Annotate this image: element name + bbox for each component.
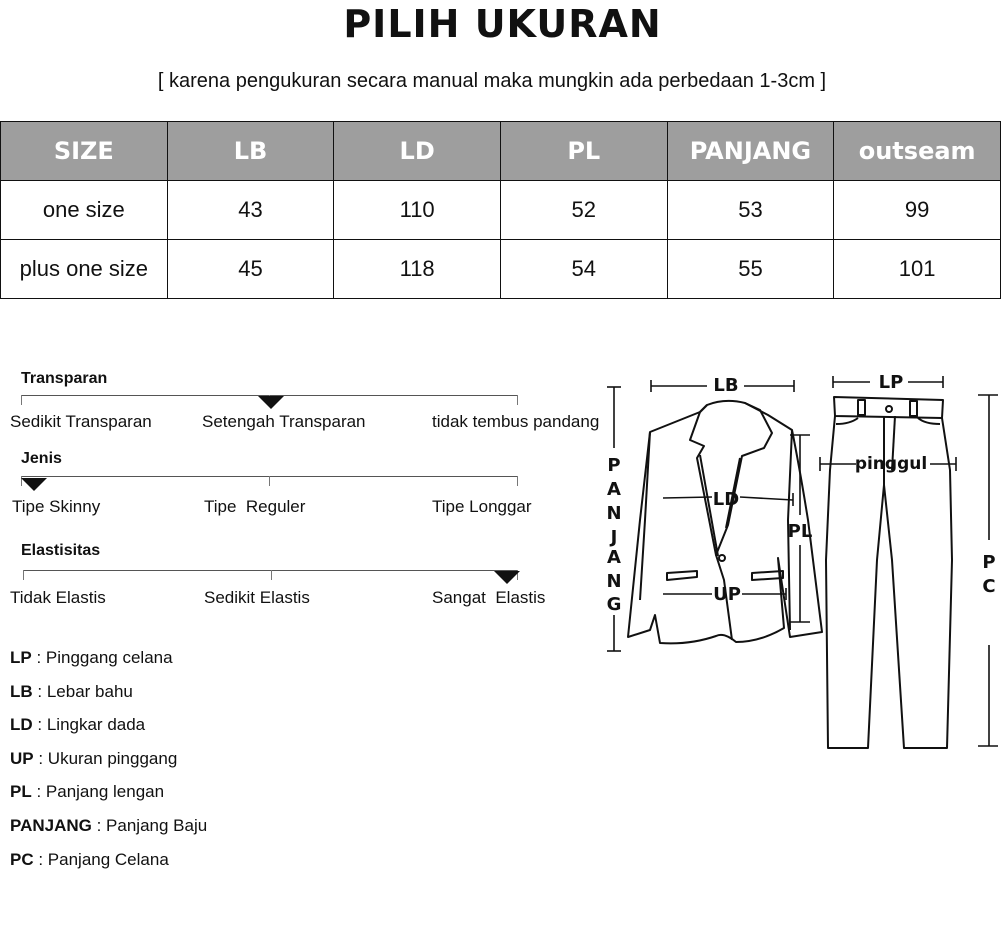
pants-illustration (826, 397, 952, 748)
legend-item (10, 682, 207, 716)
table-cell: plus one size (1, 240, 168, 299)
size-table (0, 121, 1001, 299)
panjang-letter: A (607, 547, 621, 568)
column-header: PL (500, 122, 667, 181)
scale-label: Sangat Elastis (432, 588, 546, 607)
legend-abbr: PANJANG (10, 815, 92, 835)
pl-label: PL (787, 521, 813, 542)
table-cell: 118 (334, 240, 501, 299)
panjang-letter: N (606, 503, 622, 524)
legend-abbr: LD (10, 715, 33, 735)
table-cell: 53 (667, 181, 834, 240)
legend-text: : Lingkar dada (32, 715, 146, 735)
table-cell: 110 (334, 181, 501, 240)
column-header: SIZE (1, 122, 168, 181)
pinggul-label: pinggul (854, 454, 928, 474)
legend-item (10, 749, 207, 783)
scale-label: Sedikit Elastis (204, 588, 310, 607)
legend-item (10, 816, 207, 850)
scale-label: Tipe Reguler (204, 497, 306, 516)
scale-tick (21, 395, 22, 405)
table-cell: 99 (834, 181, 1001, 240)
panjang-letter: J (610, 527, 618, 548)
scale-title: Jenis (21, 450, 62, 467)
scale-transparan (0, 368, 612, 443)
table-cell: one size (1, 181, 168, 240)
scale-label: Tidak Elastis (10, 588, 106, 607)
up-label: UP (713, 584, 741, 605)
scale-elastisitas (0, 540, 612, 615)
measurement-note: [ karena pengukuran secara manual maka mungkin ada perbedaan 1-3cm ] (157, 70, 827, 92)
column-header: LB (167, 122, 334, 181)
table-cell: 55 (667, 240, 834, 299)
table-cell: 45 (167, 240, 334, 299)
legend-item (10, 782, 207, 816)
abbreviation-legend (10, 648, 207, 883)
scale-marker-icon (21, 478, 47, 491)
legend-text: : Ukuran pinggang (33, 748, 178, 768)
scale-label: tidak tembus pandang (432, 412, 600, 431)
legend-item (10, 648, 207, 682)
legend-abbr: LP (10, 648, 32, 667)
scale-tick (271, 570, 272, 580)
scale-tick (23, 570, 24, 580)
table-cell: 52 (500, 181, 667, 240)
scale-tick (269, 476, 270, 486)
scale-label: Sedikit Transparan (10, 412, 152, 431)
ld-label: LD (712, 489, 740, 510)
legend-text: : Pinggang celana (31, 648, 173, 667)
scale-title: Transparan (21, 370, 108, 387)
legend-text: : Panjang lengan (31, 782, 165, 802)
scale-marker-icon (494, 571, 520, 584)
panjang-letter: P (607, 455, 621, 476)
legend-item (10, 850, 207, 884)
table-cell: 54 (500, 240, 667, 299)
pc-letter: C (982, 576, 996, 597)
lb-label: LB (713, 375, 739, 396)
scale-marker-icon (258, 396, 284, 409)
legend-text: : Lebar bahu (32, 681, 133, 701)
scale-label: Setengah Transparan (202, 412, 366, 431)
scale-jenis (0, 448, 612, 523)
scale-tick (517, 395, 518, 405)
table-cell: 43 (167, 181, 334, 240)
legend-abbr: LB (10, 681, 33, 701)
lp-label: LP (878, 372, 904, 393)
panjang-letter: A (607, 479, 621, 500)
scale-label: Tipe Longgar (432, 497, 532, 516)
table-header-row (1, 122, 1001, 181)
scale-label: Tipe Skinny (12, 497, 101, 516)
column-header: LD (334, 122, 501, 181)
panjang-letter: N (606, 571, 622, 592)
garment-measurement-diagram (600, 365, 1005, 885)
legend-text: : Panjang Baju (91, 815, 208, 835)
table-row (1, 181, 1001, 240)
scale-title: Elastisitas (21, 542, 101, 559)
scale-tick (517, 476, 518, 486)
legend-text: : Panjang Celana (33, 849, 169, 869)
panjang-letter: G (606, 594, 622, 615)
legend-item (10, 715, 207, 749)
legend-abbr: UP (10, 748, 34, 768)
page-title: PILIH UKURAN (343, 2, 662, 46)
table-cell: 101 (834, 240, 1001, 299)
column-header: PANJANG (667, 122, 834, 181)
column-header: outseam (834, 122, 1001, 181)
legend-abbr: PL (10, 782, 32, 802)
table-row (1, 240, 1001, 299)
legend-abbr: PC (10, 849, 34, 869)
pc-letter: P (982, 552, 996, 573)
